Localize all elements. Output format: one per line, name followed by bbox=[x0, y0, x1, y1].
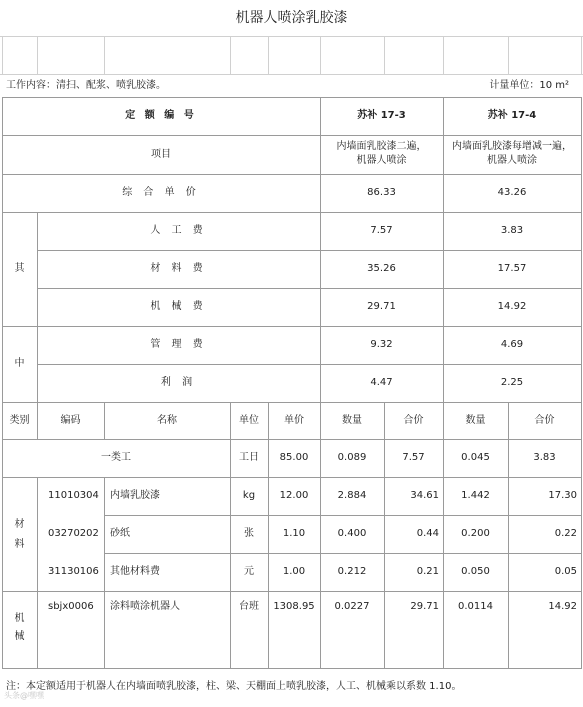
col-header-price: 单价 bbox=[284, 415, 304, 426]
cost-value: 3.83 bbox=[500, 225, 524, 236]
summary-value: 86.33 bbox=[367, 187, 396, 198]
labor-sum: 3.83 bbox=[533, 452, 556, 463]
cost-label: 管 理 费 bbox=[150, 339, 207, 350]
material-price: 1.10 bbox=[282, 528, 306, 539]
watermark: 头条@嘿嘿 bbox=[4, 691, 44, 700]
machine-name: 涂料喷涂机器人 bbox=[110, 601, 180, 612]
material-name: 砂纸 bbox=[110, 528, 130, 539]
material-qty: 2.884 bbox=[337, 490, 367, 501]
work-content: 工作内容：清扫、配浆、喷乳胶漆。 bbox=[6, 80, 166, 91]
col-header-qty: 数量 bbox=[342, 415, 362, 426]
labor-sum: 7.57 bbox=[402, 452, 425, 463]
material-sum: 0.22 bbox=[554, 528, 577, 539]
machine-qty: 0.0114 bbox=[458, 601, 493, 612]
cost-value: 29.71 bbox=[367, 301, 396, 312]
col-header-unit: 单位 bbox=[239, 415, 259, 426]
material-unit: 张 bbox=[244, 528, 254, 539]
col-header-code: 编码 bbox=[60, 415, 81, 426]
labor-qty: 0.089 bbox=[337, 452, 367, 463]
quota-header: 定 额 编 号 bbox=[125, 110, 197, 121]
material-sum: 0.05 bbox=[554, 566, 577, 577]
summary-value: 43.26 bbox=[497, 187, 527, 198]
labor-name: 一类工 bbox=[101, 452, 131, 463]
cost-value: 4.69 bbox=[500, 339, 524, 350]
col-header-name: 名称 bbox=[157, 415, 177, 426]
summary-label: 综 合 单 价 bbox=[122, 187, 200, 198]
cost-value: 9.32 bbox=[370, 339, 393, 350]
cost-value: 14.92 bbox=[497, 301, 527, 312]
cost-value: 35.26 bbox=[367, 263, 396, 274]
item-description: 内墙面乳胶漆二遍， 机器人喷涂 bbox=[336, 141, 427, 166]
material-name: 内墙乳胶漆 bbox=[110, 490, 160, 501]
unit-label: 计量单位：10 m² bbox=[489, 80, 569, 91]
material-qty: 0.212 bbox=[337, 566, 367, 577]
col-header-category: 类别 bbox=[9, 415, 30, 426]
quota-code: 苏补 17-4 bbox=[487, 110, 537, 121]
material-sum: 0.44 bbox=[416, 528, 439, 539]
material-price: 1.00 bbox=[282, 566, 306, 577]
cost-value: 4.47 bbox=[370, 377, 393, 388]
cost-label: 人 工 费 bbox=[150, 225, 207, 236]
material-unit: kg bbox=[242, 490, 256, 501]
page-title: 机器人喷涂乳胶漆 bbox=[235, 10, 348, 26]
machine-sum: 14.92 bbox=[548, 601, 577, 612]
labor-qty: 0.045 bbox=[461, 452, 490, 463]
cost-label: 机 械 费 bbox=[150, 301, 207, 312]
material-sum: 0.21 bbox=[416, 566, 439, 577]
material-label: 材 bbox=[14, 519, 25, 530]
material-qty: 0.050 bbox=[461, 566, 490, 577]
machine-label: 机 bbox=[14, 613, 25, 624]
machine-sum: 29.71 bbox=[410, 601, 439, 612]
cost-value: 17.57 bbox=[497, 263, 527, 274]
material-sum: 17.30 bbox=[548, 490, 577, 501]
material-code: 03270202 bbox=[48, 528, 99, 539]
material-code: 11010304 bbox=[48, 490, 99, 501]
col-header-sum: 合价 bbox=[403, 415, 424, 426]
item-label: 项目 bbox=[151, 149, 171, 160]
among-label: 其 bbox=[14, 263, 25, 274]
material-qty: 1.442 bbox=[461, 490, 490, 501]
col-header-sum: 合价 bbox=[534, 415, 555, 426]
material-price: 12.00 bbox=[279, 490, 309, 501]
cost-value: 7.57 bbox=[370, 225, 393, 236]
cost-label: 利 润 bbox=[160, 377, 197, 388]
quota-code: 苏补 17-3 bbox=[357, 110, 406, 121]
cost-label: 材 料 费 bbox=[150, 263, 207, 274]
material-code: 31130106 bbox=[48, 566, 99, 577]
col-header-qty: 数量 bbox=[465, 415, 486, 426]
footnote: 注：本定额适用于机器人在内墙面喷乳胶漆，柱、梁、天棚面上喷乳胶漆，人工、机械乘以系数 1.10。 bbox=[6, 681, 462, 692]
cost-value: 2.25 bbox=[500, 377, 524, 388]
material-sum: 34.61 bbox=[410, 490, 439, 501]
material-unit: 元 bbox=[244, 566, 254, 577]
machine-qty: 0.0227 bbox=[334, 601, 370, 612]
labor-unit: 工日 bbox=[239, 452, 259, 463]
material-qty: 0.400 bbox=[337, 528, 367, 539]
material-qty: 0.200 bbox=[461, 528, 490, 539]
labor-price: 85.00 bbox=[279, 452, 309, 463]
machine-code: sbjx0006 bbox=[48, 601, 94, 612]
machine-unit: 台班 bbox=[239, 601, 259, 612]
among-label: 中 bbox=[14, 358, 25, 369]
machine-price: 1308.95 bbox=[273, 601, 315, 612]
machine-label: 械 bbox=[14, 631, 25, 642]
material-label: 料 bbox=[14, 539, 25, 550]
material-name: 其他材料费 bbox=[110, 566, 160, 577]
item-description: 内墙面乳胶漆每增减一遍， 机器人喷涂 bbox=[452, 141, 572, 166]
